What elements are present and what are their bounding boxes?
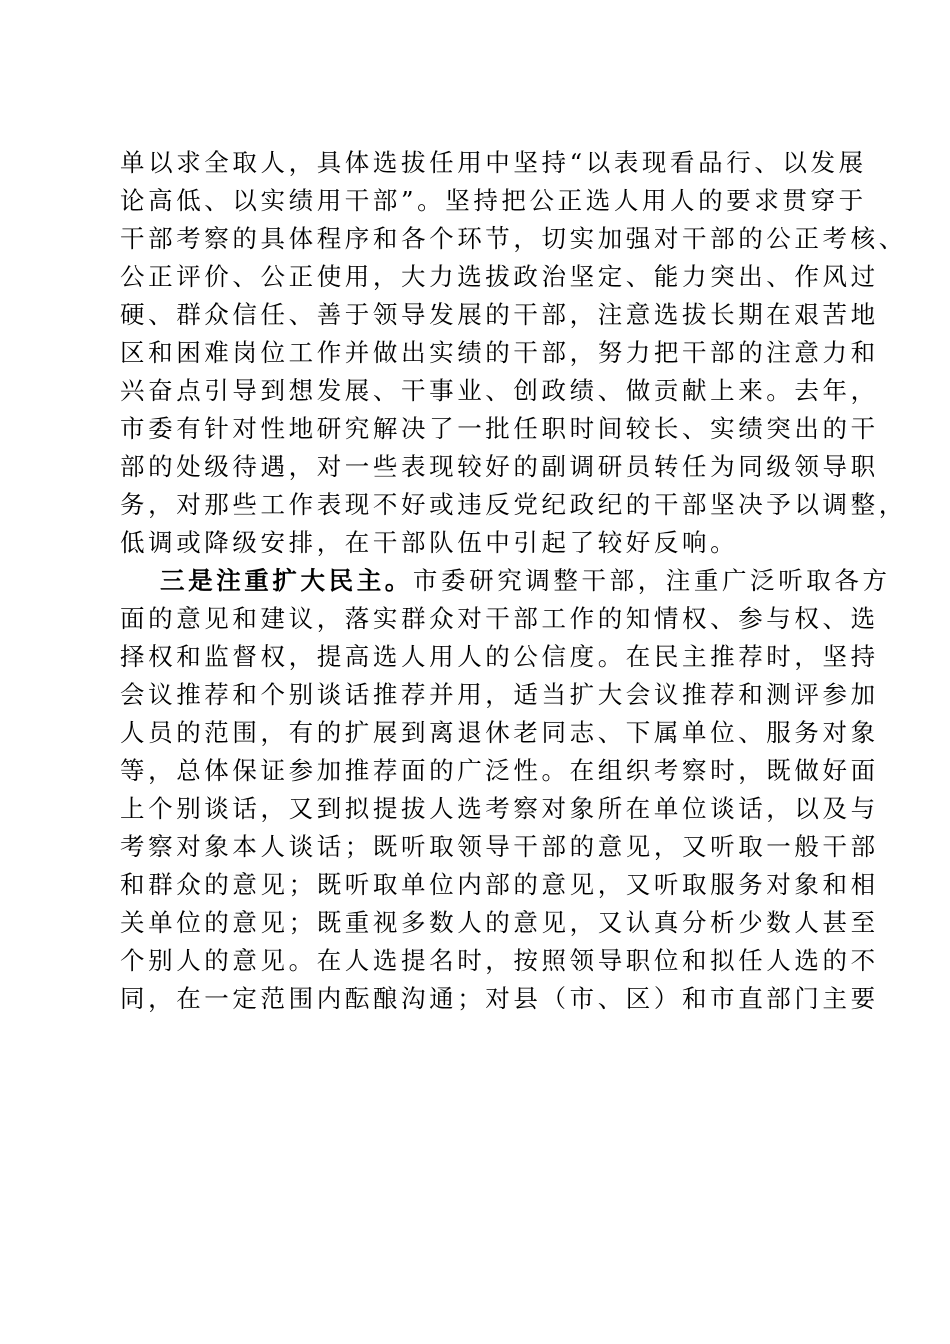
text-line: 上个别谈话，又到拟提拔人选考察对象所在单位谈话，以及与 (120, 794, 879, 823)
text-line: 兴奋点引导到想发展、干事业、创政绩、做贡献上来。去年， (120, 376, 879, 405)
text-line: 同，在一定范围内酝酿沟通；对县（市、区）和市直部门主要 (120, 984, 879, 1013)
text-line: 单以求全取人，具体选拔任用中坚持“以表现看品行、以发展 (120, 148, 867, 177)
paragraph-heading: 三是注重扩大民主。 (160, 566, 413, 595)
text-line: 务，对那些工作表现不好或违反党纪政纪的干部坚决予以调整， (120, 490, 907, 519)
text-line: 公正评价、公正使用，大力选拔政治坚定、能力突出、作风过 (120, 262, 879, 291)
text-line: 关单位的意见；既重视多数人的意见，又认真分析少数人甚至 (120, 908, 879, 937)
text-line: 个别人的意见。在人选提名时，按照领导职位和拟任人选的不 (120, 946, 879, 975)
text-line: 面的意见和建议，落实群众对干部工作的知情权、参与权、选 (120, 604, 879, 633)
text-line: 低调或降级安排，在干部队伍中引起了较好反响。 (120, 528, 739, 557)
text-line: 择权和监督权，提高选人用人的公信度。在民主推荐时，坚持 (120, 642, 879, 671)
text-line: 等，总体保证参加推荐面的广泛性。在组织考察时，既做好面 (120, 756, 879, 785)
text-line: 论高低、以实绩用干部”。坚持把公正选人用人的要求贯穿于 (120, 186, 867, 215)
text-line: 会议推荐和个别谈话推荐并用，适当扩大会议推荐和测评参加 (120, 680, 879, 709)
text-line: 部的处级待遇，对一些表现较好的副调研员转任为同级领导职 (120, 452, 879, 481)
paragraph-2-first-line-text: 市委研究调整干部，注重广泛听取各方 (412, 566, 891, 595)
text-line: 人员的范围，有的扩展到离退休老同志、下属单位、服务对象 (120, 718, 879, 747)
text-line: 考察对象本人谈话；既听取领导干部的意见，又听取一般干部 (120, 832, 879, 861)
text-line: 和群众的意见；既听取单位内部的意见，又听取服务对象和相 (120, 870, 879, 899)
document-body (120, 144, 907, 1018)
text-line: 干部考察的具体程序和各个环节，切实加强对干部的公正考核、 (120, 224, 907, 253)
text-line: 市委有针对性地研究解决了一批任职时间较长、实绩突出的干 (120, 414, 879, 443)
paragraph-2-first-line (120, 562, 891, 600)
text-line: 区和困难岗位工作并做出实绩的干部，努力把干部的注意力和 (120, 338, 879, 367)
text-line: 硬、群众信任、善于领导发展的干部，注意选拔长期在艰苦地 (120, 300, 879, 329)
